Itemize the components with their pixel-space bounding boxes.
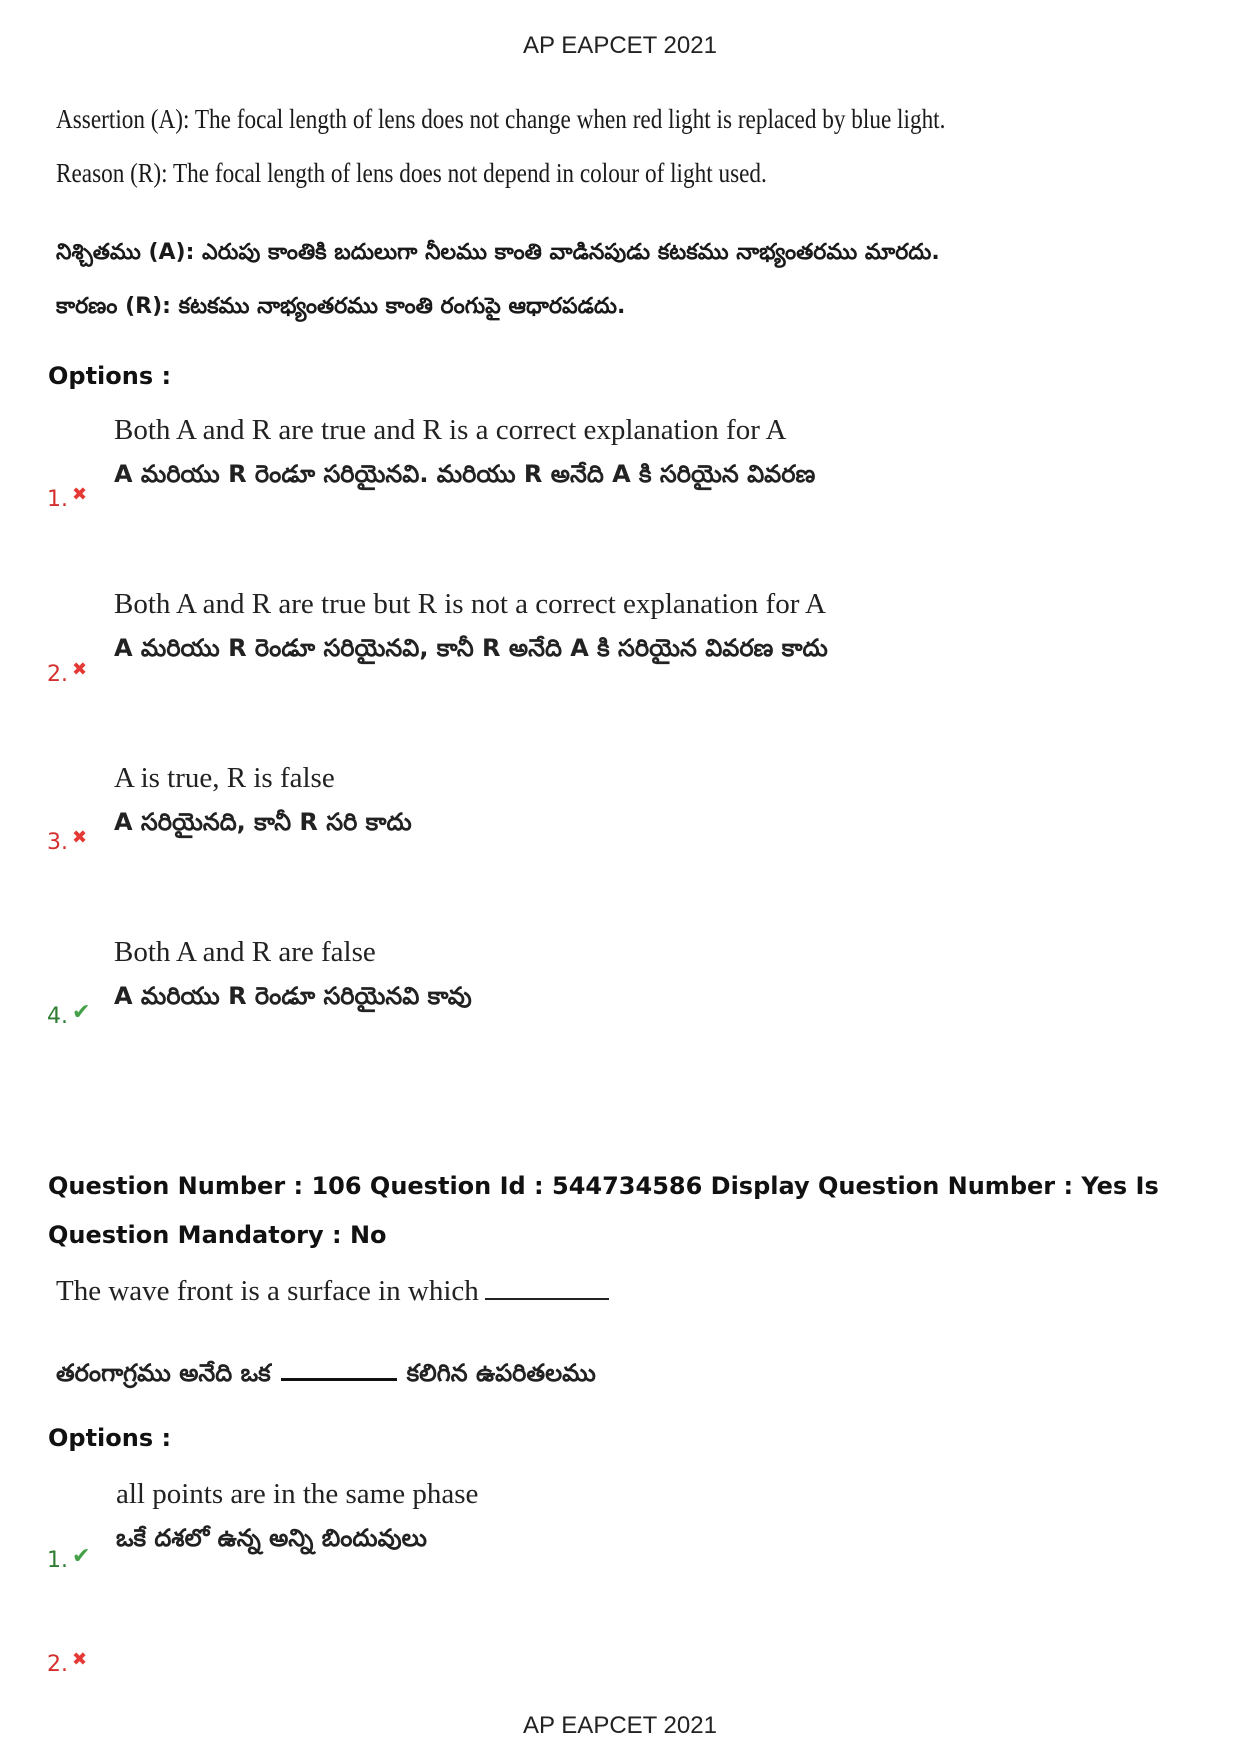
option-number: 1.	[47, 1548, 68, 1573]
q106-option-1-english: all points are in the same phase	[116, 1478, 479, 1510]
check-icon: ✔	[72, 1544, 91, 1569]
stem-telugu-part-a: తరంగాగ్రము అనేది ఒక	[56, 1359, 271, 1387]
option-1-telugu: A మరియు R రెండూ సరియైనవి. మరియు R అనేది A కి సరియైన వివరణ	[114, 460, 816, 488]
stem-telugu-part-b: కలిగిన ఉపరితలము	[406, 1359, 596, 1387]
option-number: 1.	[47, 487, 68, 512]
option-2-telugu: A మరియు R రెండూ సరియైనవి, కానీ R అనేది A కి సరియైన వివరణ కాదు	[114, 634, 828, 662]
reason-english: Reason (R): The focal length of lens does not depend in colour of light used.	[56, 158, 767, 188]
blank-line	[281, 1358, 397, 1381]
option-2-marker	[47, 659, 88, 687]
q106-option-2-marker	[47, 1649, 88, 1677]
question-stem-english	[56, 1274, 609, 1308]
option-4-marker	[47, 1000, 91, 1029]
option-number: 3.	[47, 830, 68, 855]
stem-english-text: The wave front is a surface in which	[56, 1275, 479, 1307]
option-4-english: Both A and R are false	[114, 936, 376, 968]
option-3-telugu: A సరియైనది, కానీ R సరి కాదు	[114, 808, 412, 836]
page-header: AP EAPCET 2021	[523, 32, 717, 59]
question-stem-telugu	[56, 1358, 596, 1393]
options-label: Options :	[48, 362, 172, 390]
option-number: 4.	[47, 1004, 68, 1029]
option-4-telugu: A మరియు R రెండూ సరియైనవి కావు	[114, 982, 472, 1010]
cross-icon: ✖	[72, 1649, 88, 1670]
option-1-english: Both A and R are true and R is a correct explanation for A	[114, 414, 787, 446]
assertion-english: Assertion (A): The focal length of lens does not change when red light is replaced by blue light.	[56, 104, 946, 134]
assertion-telugu: నిశ్చితము (A): ఎరుపు కాంతికి బదులుగా నీలము కాంతి వాడినపుడు కటకము నాభ్యంతరము మారదు.	[56, 240, 940, 265]
question-meta: Question Number : 106 Question Id : 544734586 Display Question Number : Yes Is Question Mandatory : No	[48, 1172, 1159, 1249]
reason-telugu: కారణం (R): కటకము నాభ్యంతరము కాంతి రంగుపై ఆధారపడదు.	[56, 294, 626, 319]
options-label: Options :	[48, 1424, 172, 1452]
blank-line	[485, 1274, 609, 1300]
q106-option-1-marker	[47, 1544, 91, 1573]
q106-option-1-telugu: ఒకే దశలో ఉన్న అన్ని బిందువులు	[116, 1524, 427, 1552]
option-2-english: Both A and R are true but R is not a correct explanation for A	[114, 588, 826, 620]
option-1-marker	[47, 484, 88, 512]
check-icon: ✔	[72, 1000, 91, 1025]
cross-icon: ✖	[72, 827, 88, 848]
cross-icon: ✖	[72, 484, 88, 505]
cross-icon: ✖	[72, 659, 88, 680]
option-3-english: A is true, R is false	[114, 762, 335, 794]
option-3-marker	[47, 827, 88, 855]
page-footer: AP EAPCET 2021	[523, 1712, 717, 1739]
option-number: 2.	[47, 1652, 68, 1677]
option-number: 2.	[47, 662, 68, 687]
